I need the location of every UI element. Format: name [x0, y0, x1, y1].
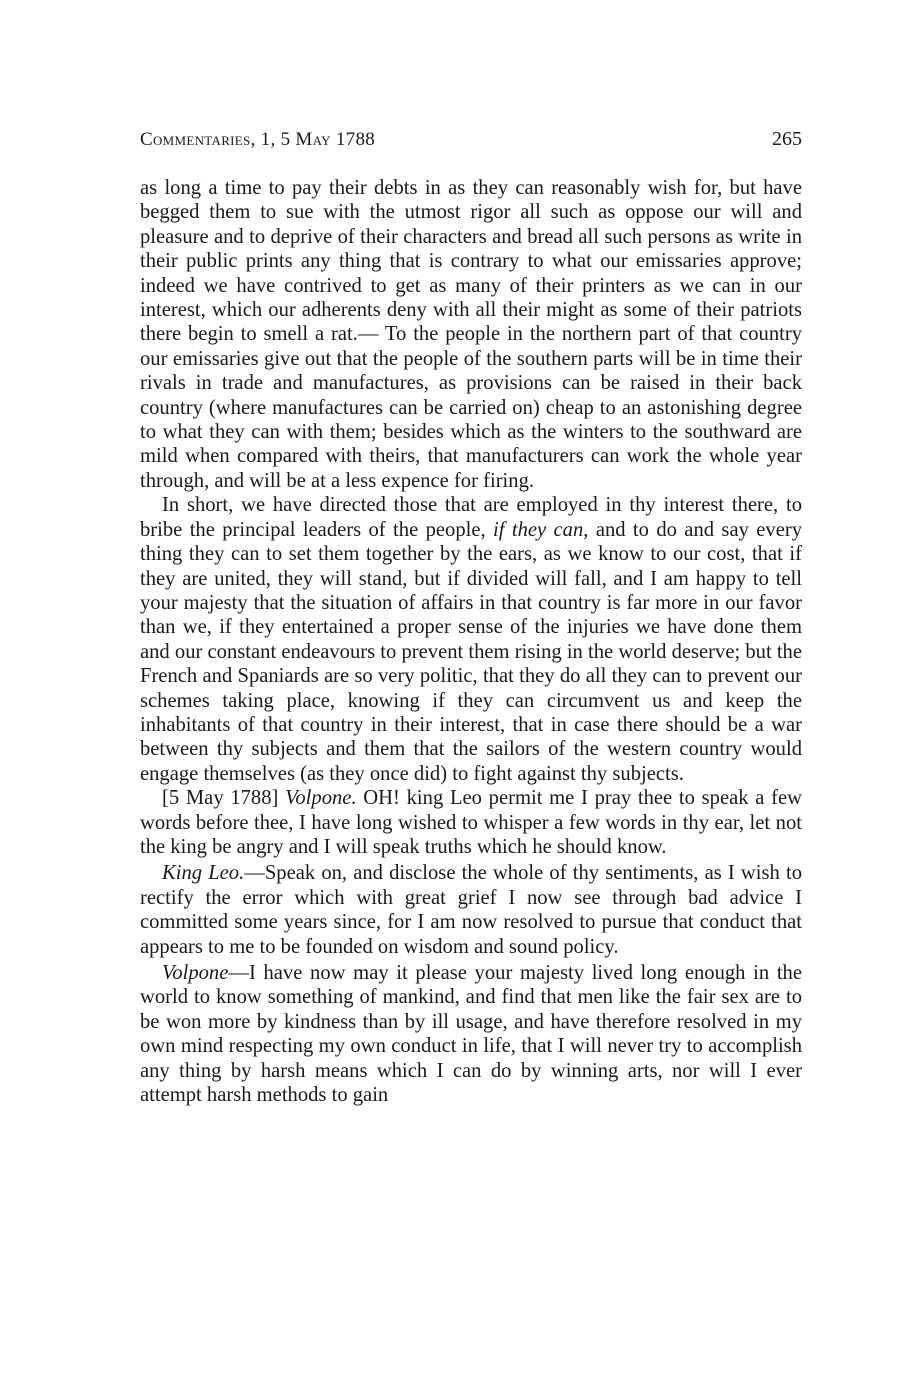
paragraph-2-text: In short, we have directed those that are employed in thy interest there, to bribe the principal leaders of the people, [140, 494, 802, 541]
book-page [140, 128, 802, 1107]
paragraph-2 [140, 493, 802, 786]
paragraph-1: as long a time to pay their debts in as they can reasonably wish for, but have begged them to sue with the utmost rigor all such as oppose our will and pleasure and to deprive of their characters and bread all such persons as write in their public prints any thing that is contrary to what our emissaries approve; indeed we have contrived to get as many of their printers as we can in our interest, which our adherents deny with all their might as some of their patriots there begin to smell a rat.— To the people in the northern part of that country our emissaries give out that the people of the southern parts will be in time their rivals in trade and manufactures, as provisions can be raised in their back country (where manufactures can be carried on) cheap to an astonishing degree to what they can with them; besides which as the winters to the southward are mild when compared with theirs, that manufacturers can work the whole year through, and will be at a less expence for firing. [140, 177, 802, 492]
paragraph-3 [140, 786, 802, 859]
paragraph-2-text-cont: , and to do and say every thing they can to set them together by the ears, as we know to our cost, that if they are united, they will stand, but if divided will fall, and I am happy to tell your majesty that the situation of affairs in that country is far more in our favor than we, if they entertained a proper sense of the injuries we have done them and our constant endeavours to prevent them rising in the world deserve; but the French and Spaniards are so very politic, that they do all they can to prevent our schemes taking place, knowing if they can circumvent us and keep the inhabitants of that country in their interest, that in case there should be a war between thy subjects and them that the sailors of the western country would engage themselves (as they once did) to fight against thy subjects. [140, 518, 802, 785]
speaker-king-leo: King Leo. [162, 862, 245, 885]
paragraph-4 [140, 861, 802, 959]
running-title: Commentaries, 1, 5 May 1788 [140, 129, 376, 150]
paragraph-5-text: —I have now may it please your majesty lived long enough in the world to know something of mankind, and find that men like the fair sex are to be won more by kindness than by ill usage, and have therefore resolved in my own mind respecting my own conduct in life, that I will never try to accomplish any thing by harsh means which I can do by winning arts, nor will I ever attempt harsh methods to gain [140, 962, 802, 1107]
paragraph-4-text: —Speak on, and disclose the whole of thy sentiments, as I wish to rectify the error which with great grief I now see through bad advice I committed some years since, for I am now resolved to pursue that conduct that appears to me to be founded on wisdom and sound policy. [140, 862, 802, 958]
paragraph-5 [140, 961, 802, 1107]
page-number: 265 [772, 128, 802, 150]
speaker-volpone-2: Volpone [162, 962, 229, 984]
speaker-volpone: Volpone. [285, 787, 357, 810]
date-marker: [5 May 1788] [162, 787, 286, 810]
running-head [140, 128, 802, 156]
paragraph-3-text: OH! king Leo permit me I pray thee to speak a few words before thee, I have long wished to whisper a few words in thy ear, let not the king be angry and I will speak truths which he should know. [140, 787, 802, 858]
paragraph-2-italic: if they can [493, 518, 584, 541]
body-text [140, 176, 802, 1107]
